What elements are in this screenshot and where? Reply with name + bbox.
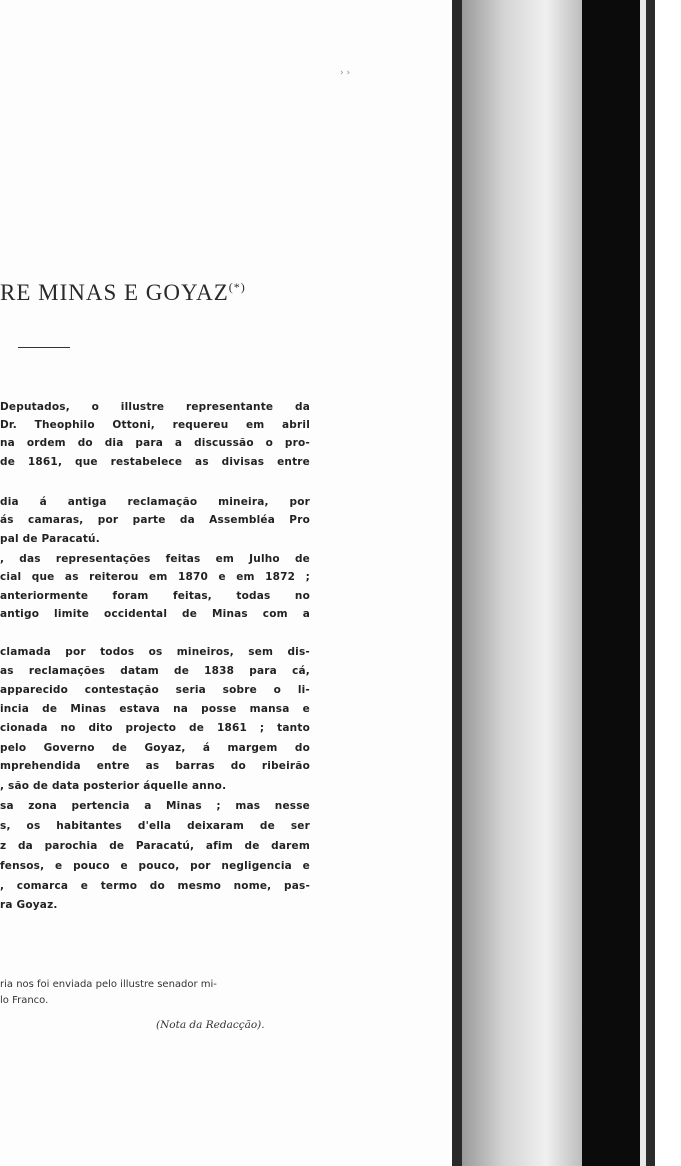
spine-left-edge xyxy=(452,0,462,1166)
body-line: mprehendida entre as barras do ribeirão xyxy=(0,760,310,772)
body-line: clamada por todos os mineiros, sem dis- xyxy=(0,646,310,658)
book-spine-binding xyxy=(450,0,681,1166)
body-line: na ordem do dia para a discussão o pro- xyxy=(0,437,310,449)
body-line: sa zona pertencia a Minas ; mas nesse xyxy=(0,800,310,812)
body-line: pelo Governo de Goyaz, á margem do xyxy=(0,742,310,754)
body-line: dia á antiga reclamação mineira, por xyxy=(0,496,310,508)
body-line: anteriormente foram feitas, todas no xyxy=(0,590,310,602)
body-line: cial que as reiterou em 1870 e em 1872 ; xyxy=(0,571,310,583)
footnote-line: ria nos foi enviada pelo illustre senador mi- xyxy=(0,979,217,990)
chapter-title xyxy=(0,280,246,306)
body-line: s, os habitantes d'ella deixaram de ser xyxy=(0,820,310,832)
body-line: de 1861, que restabelece as divisas entre xyxy=(0,456,310,468)
body-line: Deputados, o illustre representante da xyxy=(0,401,310,413)
body-line: , das representações feitas em Julho de xyxy=(0,553,310,565)
body-line: ra Goyaz. xyxy=(0,899,58,911)
body-line: z da parochia de Paracatú, afim de darem xyxy=(0,840,310,852)
body-line: fensos, e pouco e pouco, por negligencia e xyxy=(0,860,310,872)
body-line: antigo limite occidental de Minas com a xyxy=(0,608,310,620)
body-line: cionada no dito projecto de 1861 ; tanto xyxy=(0,722,310,734)
page-mark: › › xyxy=(340,68,351,78)
body-line: , comarca e termo do mesmo nome, pas- xyxy=(0,880,310,892)
body-line: Dr. Theophilo Ottoni, requereu em abril xyxy=(0,419,310,431)
body-line: , são de data posterior áquelle anno. xyxy=(0,780,227,792)
spine-right-edge xyxy=(646,0,655,1166)
body-line: apparecido contestação seria sobre o li- xyxy=(0,684,310,696)
spine-texture xyxy=(462,0,582,1166)
body-line: pal de Paracatú. xyxy=(0,533,100,545)
title-footnote-marker: (*) xyxy=(228,280,246,294)
body-line: incia de Minas estava na posse mansa e xyxy=(0,703,310,715)
chapter-title-text: RE MINAS E GOYAZ xyxy=(0,280,229,305)
editor-signature: (Nota da Redacção). xyxy=(156,1019,265,1031)
spine-dark-band xyxy=(582,0,640,1166)
title-divider xyxy=(18,347,70,348)
body-line: ás camaras, por parte da Assembléa Pro xyxy=(0,514,310,526)
body-line: as reclamações datam de 1838 para cá, xyxy=(0,665,310,677)
footnote-line: lo Franco. xyxy=(0,995,49,1006)
